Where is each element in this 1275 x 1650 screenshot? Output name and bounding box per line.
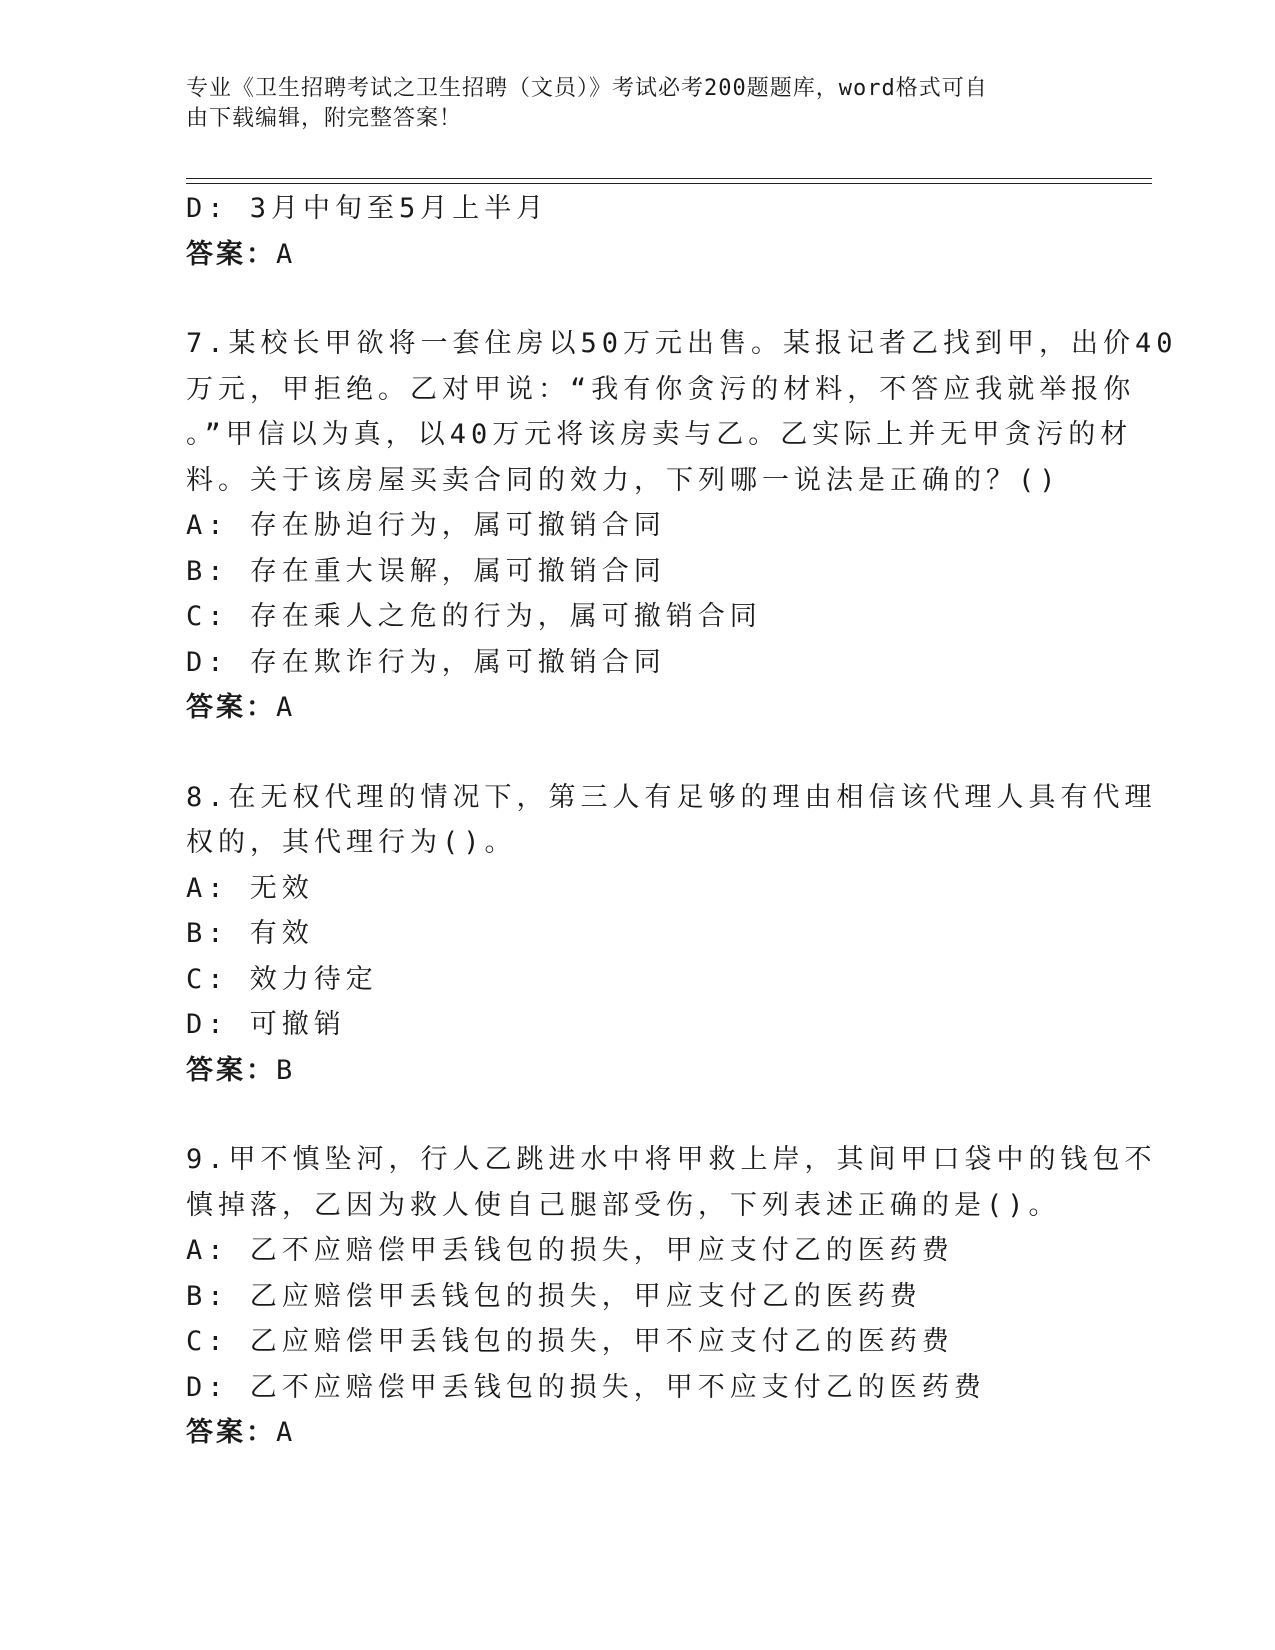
- header-line-2: 由下载编辑，附完整答案！: [186, 106, 463, 131]
- option-b: B: 存在重大误解，属可撤销合同: [186, 555, 666, 587]
- option-b: B: 乙应赔偿甲丢钱包的损失，甲应支付乙的医药费: [186, 1280, 922, 1312]
- stem-line: 万元，甲拒绝。乙对甲说：“我有你贪污的材料，不答应我就举报你: [186, 373, 1136, 405]
- answer-label: 答案：: [186, 1417, 276, 1448]
- answer-value: A: [276, 1417, 296, 1448]
- answer: [186, 1410, 1086, 1456]
- stem-line: 料。关于该房屋买卖合同的效力，下列哪一说法是正确的？(): [186, 464, 1061, 496]
- option-d: D: 存在欺诈行为，属可撤销合同: [186, 646, 666, 678]
- stem-line: 权的，其代理行为()。: [186, 827, 517, 858]
- stem-line: 7.某校长甲欲将一套住房以50万元出售。某报记者乙找到甲，出价40: [186, 328, 1178, 359]
- question-stem: [186, 1137, 1157, 1228]
- carryover-answer: [186, 232, 1086, 278]
- question-7: [186, 321, 1178, 731]
- stem-line: 9.甲不慎坠河，行人乙跳进水中将甲救上岸，其间甲口袋中的钱包不: [186, 1144, 1157, 1175]
- stem-line: 。”甲信以为真，以40万元将该房卖与乙。乙实际上并无甲贪污的材: [186, 419, 1133, 450]
- answer: [186, 685, 1086, 731]
- page-header: [186, 74, 1066, 134]
- stem-line: 慎掉落，乙因为救人使自己腿部受伤，下列表述正确的是()。: [186, 1189, 1061, 1221]
- option-d: D: 可撤销: [186, 1009, 346, 1040]
- option-a: A: 乙不应赔偿甲丢钱包的损失，甲应支付乙的医药费: [186, 1235, 954, 1266]
- header-rule-bottom: [186, 183, 1152, 184]
- option-a: A: 存在胁迫行为，属可撤销合同: [186, 510, 666, 541]
- option-a: A: 无效: [186, 872, 314, 904]
- question-stem: [186, 775, 1157, 866]
- option-c: C: 乙应赔偿甲丢钱包的损失，甲不应支付乙的医药费: [186, 1326, 954, 1357]
- option-d: D: 乙不应赔偿甲丢钱包的损失，甲不应支付乙的医药费: [186, 1371, 986, 1403]
- question-stem: [186, 321, 1178, 503]
- answer-label: 答案：: [186, 238, 276, 270]
- answer-label: 答案：: [186, 1054, 276, 1086]
- question-9: [186, 1137, 1157, 1456]
- header-rule-top: [186, 178, 1152, 179]
- answer-value: B: [276, 1054, 296, 1086]
- spacer: [186, 1093, 1086, 1137]
- option-c: C: 效力待定: [186, 963, 378, 995]
- answer-value: A: [276, 238, 296, 270]
- option-b: B: 有效: [186, 918, 314, 949]
- spacer: [186, 277, 1086, 321]
- answer: [186, 1048, 1086, 1094]
- carryover-option-d: D: 3月中旬至5月上半月: [186, 193, 549, 224]
- answer-label: 答案：: [186, 692, 276, 723]
- answer-value: A: [276, 692, 296, 723]
- question-list: [186, 186, 1178, 1456]
- stem-line: 8.在无权代理的情况下，第三人有足够的理由相信该代理人具有代理: [186, 781, 1157, 813]
- question-8: [186, 775, 1157, 1094]
- spacer: [186, 731, 1086, 775]
- header-line-1: 专业《卫生招聘考试之卫生招聘（文员）》考试必考200题题库，word格式可自: [186, 76, 988, 101]
- option-c: C: 存在乘人之危的行为，属可撤销合同: [186, 601, 762, 632]
